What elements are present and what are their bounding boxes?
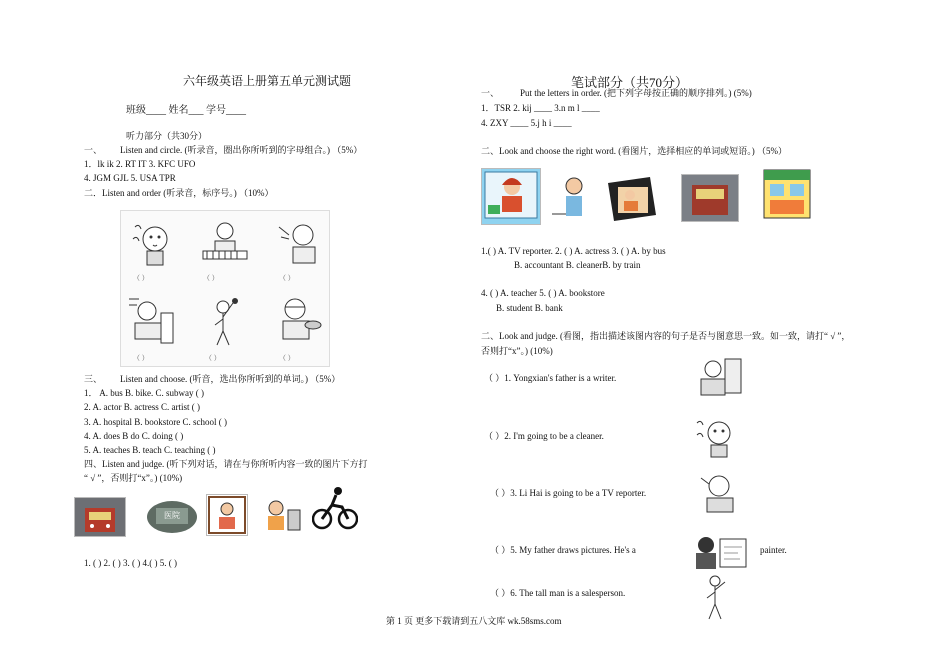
judge-item-1: （ ）1. Yongxian's father is a writer. <box>484 373 617 383</box>
girl-reading-picture <box>206 494 248 536</box>
s2-line3: 4. ( ) A. teacher 5. ( ) A. bookstore <box>481 288 605 298</box>
judge-item-5: （ ）5. My father draws pictures. He's a <box>490 545 636 555</box>
q1-num: 一、 <box>84 145 103 155</box>
s1-instruction: Put the letters in order. (把下列字母按正确的顺序排列。) (5%) <box>520 88 752 98</box>
girl-piano-picture <box>197 217 253 267</box>
order-blank: （ ） <box>205 354 221 362</box>
order-blank: （ ） <box>133 354 149 362</box>
man-drawing-picture <box>688 533 750 575</box>
judge-item-3: （ ）3. Li Hai is going to be a TV reporter. <box>490 488 647 498</box>
cyclist-picture <box>312 485 358 531</box>
q3-line: 1． A. bus B. bike. C. subway ( ) <box>84 388 204 398</box>
boy-cheering-picture <box>203 293 243 349</box>
judge-item-6: （ ）6. The tall man is a salesperson. <box>490 588 626 598</box>
q3-line: 3. A. hospital B. bookstore C. school ( ) <box>84 417 227 427</box>
s1-row1: 1．TSR 2. kij ____ 3.n m l ____ <box>481 103 600 113</box>
s2-line2: B. accountant B. cleanerB. by train <box>514 260 641 270</box>
boy-with-food-picture <box>273 293 325 349</box>
order-blank: （ ） <box>133 274 149 282</box>
q3-instruction: Listen and choose. (听音，选出你所听到的单词。) （5%） <box>120 374 341 384</box>
order-blank: （ ） <box>203 274 219 282</box>
hospital-sign: 医院 <box>164 511 180 520</box>
left-title: 六年级英语上册第五单元测试题 <box>183 74 352 88</box>
q3-line: 2. A. actor B. actress C. artist ( ) <box>84 402 200 412</box>
bookstore-picture <box>762 168 812 220</box>
judge-item-2: （ ）2. I'm going to be a cleaner. <box>484 431 604 441</box>
s2-line4: B. student B. bank <box>496 303 563 313</box>
listen-order-picture-grid <box>120 210 330 367</box>
writer-picture <box>695 355 743 399</box>
actress-picture <box>546 172 596 222</box>
train-picture <box>74 497 126 537</box>
s1-row2: 4. ZXY ____ 5.j h i ____ <box>481 118 572 128</box>
s3-instruction-cont: 否则打“x”。) (10%) <box>481 346 553 356</box>
s3-instruction: 二、Look and judge. (看图，指出描述该图内容的句子是否与图意思一致。如一致，请打“ √ ”， <box>481 331 851 341</box>
boy-whistling-picture <box>129 217 175 267</box>
s1-num: 一、 <box>481 88 500 98</box>
train-picture-2 <box>681 174 739 222</box>
q1-row1: 1．lk ik 2. RT IT 3. KFC UFO <box>84 159 196 169</box>
right-title: 笔试部分（共70分） <box>571 75 689 90</box>
hospital-building-picture <box>146 500 198 534</box>
q3-line: 4. A. does B do C. doing ( ) <box>84 431 184 441</box>
boy-playing-picture <box>271 217 321 267</box>
student-info: 班级____ 姓名___ 学号____ <box>126 105 246 116</box>
q1-row2: 4. JGM GJL 5. USA TPR <box>84 173 176 183</box>
order-blank: （ ） <box>279 354 295 362</box>
s2-line1: 1.( ) A. TV reporter. 2. ( ) A. actress 3. ( ) A. by bus <box>481 246 666 256</box>
painter-word: painter. <box>760 545 787 555</box>
man-at-desk-picture <box>125 293 177 349</box>
q3-line: 5. A. teaches B. teach C. teaching ( ) <box>84 445 216 455</box>
q4-instruction-cont: “ √ ”，否则打“x”。) (10%) <box>84 473 183 483</box>
order-blank: （ ） <box>279 274 295 282</box>
listening-header: 听力部分（共30分） <box>126 131 208 141</box>
s2-instruction: 二、Look and choose the right word. (看图片，选择相应的单词或短语。) （5%） <box>481 146 787 156</box>
q4-instruction: 四、Listen and judge. (听下列对话，请在与你所听内容一致的图片下方打 <box>84 459 368 469</box>
tall-man-picture <box>700 575 730 621</box>
tv-reporter-sketch <box>693 470 743 516</box>
q4-answers: 1. ( ) 2. ( ) 3. ( ) 4.( ) 5. ( ) <box>84 558 177 568</box>
tv-reporter-picture <box>481 168 541 225</box>
q1-instruction: Listen and circle. (听录音，圈出你所听到的字母组合。) （5%） <box>120 145 363 155</box>
cook-picture <box>258 496 304 534</box>
q2-instruction: 二．Listen and order (听录音，标序号。) （10%） <box>84 188 274 198</box>
cleaner-picture <box>602 173 658 225</box>
boy-whistling-picture-2 <box>693 413 739 459</box>
q3-num: 三、 <box>84 374 103 384</box>
page-footer: 第 1 页 更多下载请到五八文库 wk.58sms.com <box>386 616 562 626</box>
